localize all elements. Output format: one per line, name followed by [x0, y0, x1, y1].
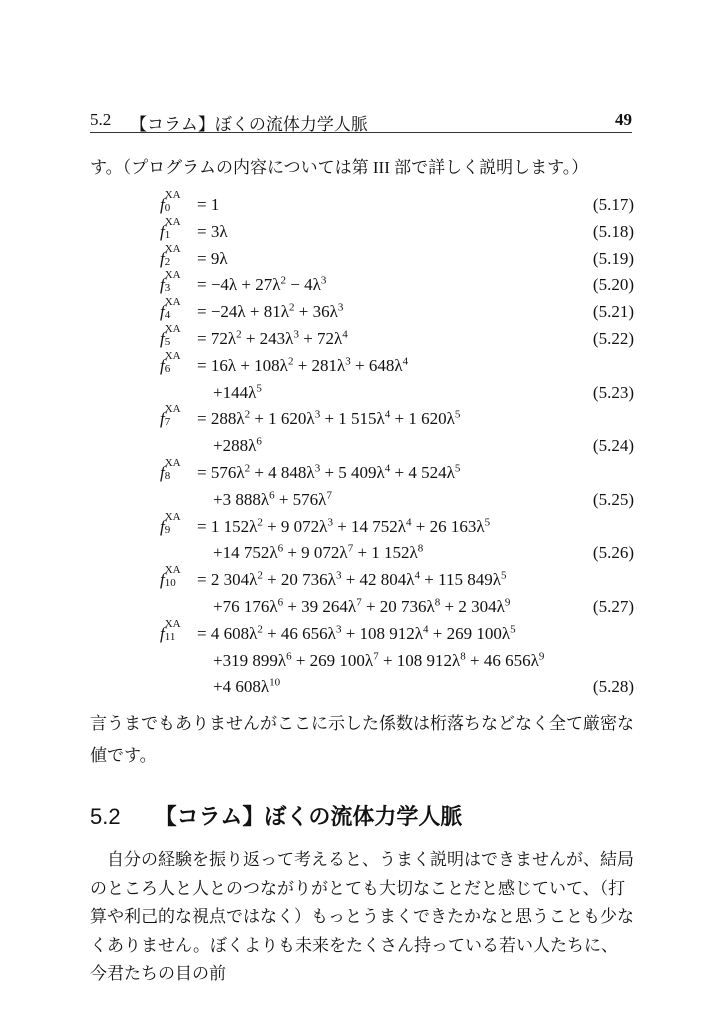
sub-superscript: [164, 617, 181, 643]
term: + 4 524λ: [390, 462, 455, 482]
equation-rhs: [213, 674, 280, 701]
exponent: 3: [337, 301, 344, 314]
sub-superscript: [164, 510, 181, 536]
paragraph-after-equations: 言うまでもありませんがここに示した係数は桁落ちなどなく全て厳密な値です。: [90, 714, 634, 765]
superscript-xa: XA: [164, 510, 181, 523]
equation-rhs: [197, 621, 516, 648]
term: + 269 100λ: [291, 650, 374, 670]
exponent: 2: [244, 462, 251, 475]
superscript-xa: XA: [164, 403, 181, 416]
equation-lhs: [160, 617, 181, 648]
section-heading: [90, 800, 462, 831]
sub-superscript: [164, 215, 181, 241]
equation-row: [160, 269, 634, 299]
term: + 4 848λ: [250, 462, 315, 482]
subscript-index: 4: [164, 309, 171, 322]
term: + 648λ: [350, 355, 403, 375]
exponent: 9: [504, 596, 511, 609]
term: +144λ: [213, 382, 257, 402]
equation-number: (5.24): [592, 436, 634, 456]
exponent: 4: [384, 462, 391, 475]
exponent: 4: [423, 623, 429, 636]
term: = 1: [197, 195, 220, 214]
exponent: 10: [269, 676, 281, 689]
term: + 72λ: [298, 328, 343, 348]
exponent: 9: [538, 649, 545, 662]
equation-rhs: [197, 406, 460, 433]
function-symbol: f: [160, 623, 165, 643]
subscript-index: 2: [164, 255, 171, 268]
equation-number: (5.20): [592, 275, 634, 295]
equation-row: [160, 380, 634, 407]
equation-rhs: [213, 487, 332, 514]
equation-row: [160, 456, 634, 487]
sub-superscript: [164, 242, 181, 268]
equation-row: [160, 674, 634, 701]
exponent: 6: [269, 489, 275, 502]
term: +288λ: [213, 436, 257, 456]
equation-number: (5.26): [592, 543, 634, 563]
subscript-index: 1: [164, 228, 171, 241]
equation-row: [160, 189, 634, 219]
equation-number: (5.23): [592, 382, 634, 402]
exponent: 5: [510, 623, 516, 636]
equation-row: [160, 296, 634, 326]
equation-rhs: [197, 326, 348, 353]
term: + 14 752λ: [332, 516, 407, 536]
function-symbol: f: [160, 516, 165, 536]
subscript-index: 3: [164, 282, 171, 295]
exponent: 8: [417, 542, 424, 555]
term: = 576λ: [197, 462, 245, 482]
equation-lhs: [160, 215, 181, 246]
equation-lhs: [160, 510, 181, 541]
term: = 3λ: [197, 221, 228, 241]
exponent: 4: [384, 408, 391, 421]
equation-number: (5.25): [592, 489, 634, 509]
equation-row: [160, 403, 634, 433]
term: +76 176λ: [213, 596, 278, 616]
term: + 2 304λ: [440, 596, 505, 616]
equation-row: [160, 648, 634, 675]
exponent: 6: [277, 596, 284, 609]
page-number: 49: [615, 110, 632, 129]
sub-superscript: [164, 349, 181, 375]
header-section-number: 5.2: [90, 110, 112, 129]
superscript-xa: XA: [164, 189, 181, 201]
sub-superscript: [164, 296, 181, 322]
exponent: 3: [320, 274, 327, 287]
equation-number: (5.22): [592, 328, 634, 348]
function-symbol: f: [160, 462, 165, 482]
term: + 39 264λ: [283, 596, 357, 616]
subscript-index: 6: [164, 362, 171, 375]
term: = 2 304λ: [197, 570, 258, 590]
superscript-xa: XA: [164, 215, 181, 228]
sub-superscript: [164, 403, 181, 429]
equation-lhs: [160, 269, 181, 299]
term: +3 888λ: [213, 489, 270, 509]
function-symbol: f: [160, 409, 165, 429]
function-symbol: f: [160, 248, 165, 268]
equation-rhs: [197, 299, 343, 326]
exponent: 7: [373, 649, 379, 662]
equation-row: [160, 594, 634, 621]
equation-row: [160, 564, 634, 594]
term: = −4λ: [197, 275, 238, 295]
term: + 46 656λ: [262, 623, 336, 643]
exponent: 3: [335, 569, 342, 582]
equation-lhs: [160, 296, 181, 326]
equation-rhs: [197, 272, 326, 299]
equation-row: [160, 322, 634, 353]
exponent: 2: [257, 515, 263, 528]
term: + 281λ: [293, 355, 346, 375]
equation-rhs: [197, 460, 460, 487]
subscript-index: 7: [164, 416, 171, 429]
exponent: 4: [342, 328, 348, 341]
exponent: 6: [256, 435, 262, 448]
sub-superscript: [164, 269, 181, 295]
subscript-index: 10: [164, 577, 176, 590]
term: + 27λ: [237, 275, 281, 295]
equation-lhs: [160, 349, 181, 380]
equation-lhs: [160, 456, 181, 487]
equation-rhs: [213, 380, 262, 407]
exponent: 7: [326, 489, 332, 502]
term: = 4 608λ: [197, 623, 258, 643]
term: + 1 515λ: [320, 409, 385, 429]
exponent: 3: [345, 355, 351, 368]
exponent: 6: [286, 649, 292, 662]
term: + 1 620λ: [390, 409, 455, 429]
intro-text: す。（プログラムの内容については第 III 部で詳しく説明します。）: [90, 158, 589, 177]
equation-lhs: [160, 189, 181, 219]
function-symbol: f: [160, 355, 165, 375]
equation-rhs: [213, 540, 423, 567]
term: = 1 152λ: [197, 516, 258, 536]
superscript-xa: XA: [164, 456, 181, 469]
superscript-xa: XA: [164, 349, 181, 362]
equation-rhs: [213, 594, 510, 621]
equation-number: (5.17): [592, 195, 634, 214]
term: +319 899λ: [213, 650, 287, 670]
equation-number: (5.28): [592, 677, 634, 697]
term: = 72λ: [197, 328, 237, 348]
term: + 108λ: [236, 355, 288, 375]
subscript-index: 11: [164, 630, 176, 643]
function-symbol: f: [160, 302, 165, 322]
header-title: 【コラム】ぼくの流体力学人脈: [130, 115, 368, 134]
equation-row: [160, 215, 634, 246]
equation-row: [160, 540, 634, 567]
exponent: 2: [289, 301, 295, 314]
equation-rhs: [197, 514, 490, 541]
term: + 108 912λ: [378, 650, 461, 670]
equation-rhs: [213, 433, 262, 460]
term: + 46 656λ: [465, 650, 539, 670]
term: +4 608λ: [213, 677, 270, 697]
running-header: [90, 110, 632, 133]
subscript-index: 9: [164, 523, 171, 536]
term: + 9 072λ: [262, 516, 328, 536]
equation-row: [160, 510, 634, 541]
term: + 26 163λ: [411, 516, 485, 536]
exponent: 3: [314, 408, 321, 421]
superscript-xa: XA: [164, 617, 181, 630]
superscript-xa: XA: [164, 564, 181, 577]
equation-rhs: [197, 353, 408, 380]
equation-lhs: [160, 322, 181, 353]
term: +14 752λ: [213, 543, 278, 563]
equation-number: (5.18): [592, 221, 634, 241]
equation-row: [160, 433, 634, 460]
function-symbol: f: [160, 570, 165, 590]
term: + 5 409λ: [320, 462, 385, 482]
equation-lhs: [160, 564, 181, 594]
exponent: 8: [434, 596, 441, 609]
term: + 269 100λ: [428, 623, 511, 643]
exponent: 2: [244, 408, 251, 421]
exponent: 2: [280, 274, 287, 287]
equation-lhs: [160, 242, 181, 273]
exponent: 2: [257, 623, 263, 636]
function-symbol: f: [160, 328, 165, 348]
function-symbol: f: [160, 195, 165, 214]
exponent: 6: [277, 542, 284, 555]
exponent: 5: [454, 408, 461, 421]
equation-lhs: [160, 403, 181, 433]
term: + 108 912λ: [341, 623, 424, 643]
equation-number: (5.19): [592, 248, 634, 268]
equation-rhs: [197, 219, 228, 246]
sub-superscript: [164, 456, 181, 482]
exponent: 5: [256, 381, 262, 394]
section-number: 5.2: [90, 804, 121, 829]
subscript-index: 0: [164, 202, 171, 214]
exponent: 3: [335, 623, 342, 636]
term: + 20 736λ: [361, 596, 435, 616]
equation-number: (5.21): [592, 302, 634, 322]
body-paragraph: 自分の経験を振り返って考えると、うまく説明はできませんが、結局のところ人と人とのつながりがとても大切なことだと感じていて、（打算や利己的な視点ではなく）もっとうまくできたかなと思うことも少なくありません。ぼくよりも未来をたくさん持っている若い人たちに、今君たちの目の前: [90, 850, 634, 984]
superscript-xa: XA: [164, 269, 181, 282]
exponent: 4: [406, 515, 412, 528]
sub-superscript: [164, 322, 181, 348]
equation-rhs: [197, 567, 506, 594]
exponent: 8: [460, 649, 466, 662]
equation-rhs: [213, 648, 544, 675]
term: + 1 620λ: [250, 409, 315, 429]
equation-row: [160, 617, 634, 648]
equation-row: [160, 487, 634, 514]
exponent: 5: [500, 569, 507, 582]
term: + 115 849λ: [420, 570, 501, 590]
term: + 9 072λ: [283, 543, 348, 563]
equation-number: (5.27): [592, 596, 634, 616]
exponent: 2: [236, 328, 242, 341]
term: = 9λ: [197, 248, 228, 268]
sub-superscript: [164, 564, 181, 590]
exponent: 3: [293, 328, 299, 341]
exponent: 4: [414, 569, 421, 582]
superscript-xa: XA: [164, 322, 181, 335]
exponent: 4: [402, 355, 409, 368]
equation-rhs: [197, 246, 228, 273]
term: + 20 736λ: [262, 570, 336, 590]
equation-row: [160, 349, 634, 380]
equation-block: [160, 189, 634, 701]
equation-row: [160, 242, 634, 273]
superscript-xa: XA: [164, 296, 181, 309]
term: + 243λ: [241, 328, 294, 348]
term: = 16λ: [197, 355, 237, 375]
function-symbol: f: [160, 221, 165, 241]
exponent: 2: [257, 569, 263, 582]
term: + 576λ: [274, 489, 327, 509]
equation-rhs: [197, 192, 219, 219]
exponent: 3: [314, 462, 321, 475]
section-title: 【コラム】ぼくの流体力学人脈: [154, 804, 463, 829]
subscript-index: 5: [164, 335, 171, 348]
subscript-index: 8: [164, 469, 171, 482]
sub-superscript: [164, 189, 181, 214]
exponent: 3: [327, 515, 333, 528]
superscript-xa: XA: [164, 242, 181, 255]
exponent: 7: [356, 596, 362, 609]
exponent: 2: [287, 355, 294, 368]
term: + 42 804λ: [341, 570, 415, 590]
term: = −24λ: [197, 302, 246, 322]
term: = 288λ: [197, 409, 245, 429]
term: − 4λ: [286, 275, 321, 295]
term: + 36λ: [294, 302, 338, 322]
exponent: 7: [347, 542, 354, 555]
function-symbol: f: [160, 275, 165, 295]
term: + 81λ: [245, 302, 290, 322]
term: + 1 152λ: [353, 543, 418, 563]
exponent: 5: [454, 462, 461, 475]
exponent: 5: [484, 515, 491, 528]
